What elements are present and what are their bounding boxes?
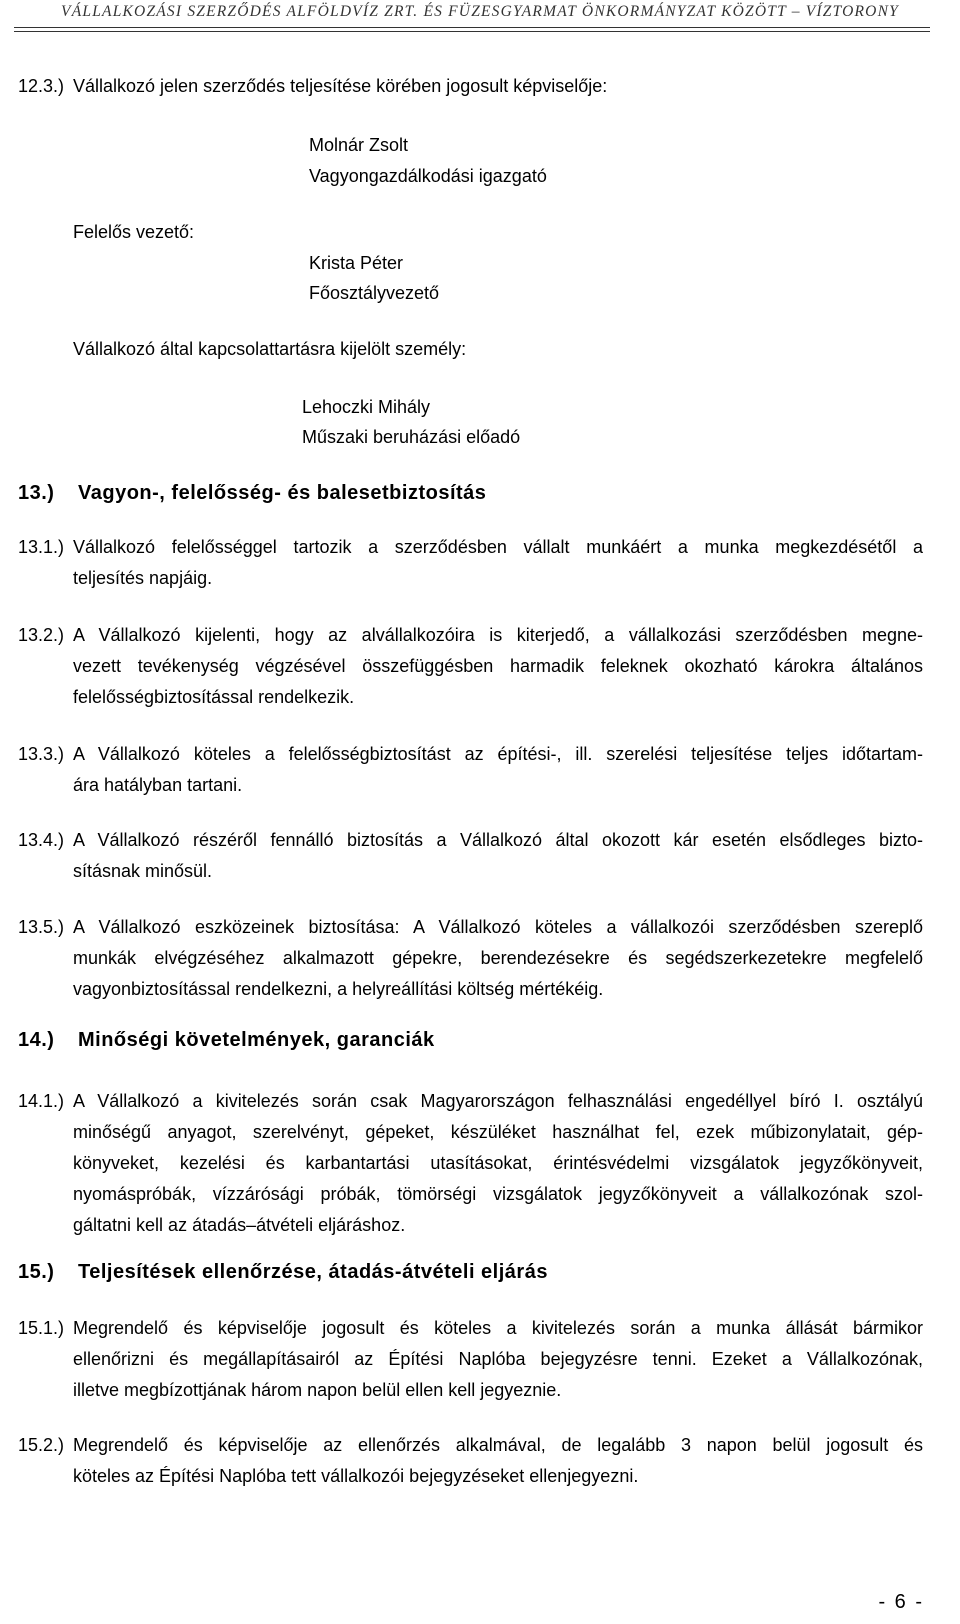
responsible-title: Főosztályvezető [309, 283, 440, 303]
section-title: Teljesítések ellenőrzése, átadás-átvételi eljárás [78, 1261, 548, 1283]
representative-title: Vagyongazdálkodási igazgató [309, 166, 547, 186]
responsible-name: Krista Péter [309, 253, 404, 273]
section-number: 15.) [18, 1261, 55, 1283]
clause-text: A Vállalkozó eszközeinek biztosítása: A Vállalkozó köteles a vállalkozói szerződésben szereplő munkák elvégzéséhez alkalmazott gépekre, berendezésekre és segédszerkezetekre megfelelő vagyonbiztosítással rendelkezni, a helyreállítási költség mértékéig. [73, 917, 923, 999]
responsible-label: Felelős vezető: [73, 222, 195, 242]
clause-number: 13.4.) [18, 830, 65, 850]
clause-text: Megrendelő és képviselője jogosult és köteles a kivitelezés során a munka állását bármikor ellenőrizni és megállapításairól az Építési Naplóba bejegyzésre tenni. Ezeket a Vállalkozónak, illetve megbízottjának három napon belül ellen kell jegyeznie. [73, 1318, 923, 1400]
clause-number: 13.1.) [18, 537, 65, 557]
contact-title: Műszaki beruházási előadó [302, 427, 521, 447]
clause-text: Vállalkozó jelen szerződés teljesítése körében jogosult képviselője: [73, 76, 608, 96]
header-rule-secondary [14, 31, 930, 32]
clause-number: 15.2.) [18, 1435, 65, 1455]
section-number: 14.) [18, 1029, 55, 1051]
section-heading-15 [18, 1257, 548, 1288]
section-heading-13 [18, 478, 486, 509]
page-number: - 6 - [878, 1591, 924, 1613]
clause-number: 14.1.) [18, 1091, 65, 1111]
clause-text: A Vállalkozó kijelenti, hogy az alvállalkozóira is kiterjedő, a vállalkozási szerződésben megne- vezett tevékenység végzésével összefüggésben harmadik feleknek okozható károkra általános felelősségbiztosítással rendelkezik. [73, 625, 923, 707]
clause-text: A Vállalkozó köteles a felelősségbiztosítást az építési-, ill. szerelési teljesítése teljes időtartam- ára hatályban tartani. [73, 744, 923, 795]
clause-number: 12.3.) [18, 76, 65, 96]
clause-text: A Vállalkozó a kivitelezés során csak Magyarországon felhasználási engedéllyel bíró I. osztályú minőségű anyagot, szerelvényt, gépeket, készüléket használhat fel, ezek műbizonylatait, gép- könyveket, kezelési és karbantartási utasításokat, érintésvédelmi vizsgálatok jegyzőkönyveit, nyomáspróbák, vízzárósági próbák, tömörségi vizsgálatok jegyzőkönyveit a vállalkozónak szol- gáltatni kell az átadás–átvételi eljáráshoz. [73, 1091, 923, 1235]
clause-number: 13.5.) [18, 917, 65, 937]
contact-label: Vállalkozó által kapcsolattartásra kijelölt személy: [73, 339, 467, 359]
section-number: 13.) [18, 482, 55, 504]
section-title: Vagyon-, felelősség- és balesetbiztosítás [78, 482, 487, 504]
contact-name: Lehoczki Mihály [302, 397, 431, 417]
clause-number: 13.2.) [18, 625, 65, 645]
section-heading-14 [18, 1025, 435, 1056]
clause-text: Megrendelő és képviselője az ellenőrzés alkalmával, de legalább 3 napon belül jogosult és köteles az Építési Naplóba tett vállalkozói bejegyzéseket ellenjegyezni. [73, 1435, 923, 1486]
header-rule [14, 27, 930, 28]
running-header: VÁLLALKOZÁSI SZERZŐDÉS ALFÖLDVÍZ ZRT. ÉS FÜZESGYARMAT ÖNKORMÁNYZAT KÖZÖTT – VÍZTORONY [61, 3, 899, 20]
clause-text: A Vállalkozó részéről fennálló biztosítás a Vállalkozó által okozott kár esetén elsődleges bizto- sításnak minősül. [73, 830, 923, 881]
section-title: Minőségi követelmények, garanciák [78, 1029, 435, 1051]
clause-text: Vállalkozó felelősséggel tartozik a szerződésben vállalt munkáért a munka megkezdésétől a teljesítés napjáig. [73, 537, 923, 588]
clause-number: 15.1.) [18, 1318, 65, 1338]
representative-name: Molnár Zsolt [309, 135, 409, 155]
clause-number: 13.3.) [18, 744, 65, 764]
